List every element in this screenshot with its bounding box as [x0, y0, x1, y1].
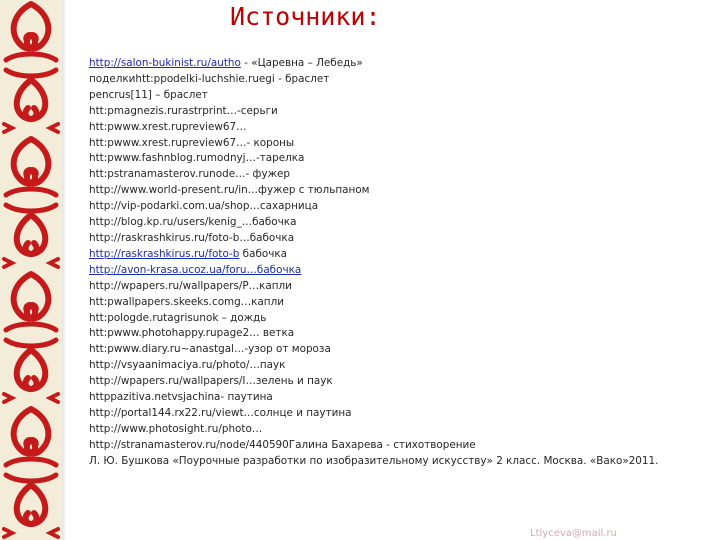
- reference-link[interactable]: http://raskrashkirus.ru/foto-b: [89, 247, 240, 260]
- reference-item: http://vip-podarki.com.ua/shop…сахарница: [89, 200, 319, 213]
- reference-item: htt:pwww.photohappy.rupage2… ветка: [89, 327, 295, 340]
- reference-item: http://wpapers.ru/wallpapers/P…капли: [89, 279, 292, 292]
- reference-item: htt:pstranamasterov.runode…- фужер: [89, 168, 290, 181]
- reference-item: http://portal144.rx22.ru/viewt…солнце и паутина: [89, 406, 352, 419]
- reference-item: http://blog.kp.ru/users/kenig_…бабочка: [89, 216, 297, 229]
- reference-link[interactable]: http://salon-bukinist.ru/autho: [89, 57, 241, 69]
- reference-item: поделкиhtt:ppodelki-luchshie.ruegi - браслет: [89, 72, 330, 85]
- slide-title: Источники:: [230, 2, 381, 31]
- reference-link[interactable]: http://avon-krasa.ucoz.ua/foru…бабочка: [89, 263, 302, 276]
- reference-item: htt:pwww.xrest.rupreview67…: [89, 120, 247, 133]
- reference-item: http://wpapers.ru/wallpapers/I…зелень и паук: [89, 375, 333, 388]
- reference-item: [89, 263, 709, 279]
- reference-item: httppazitiva.netvsjachina- паутина: [89, 391, 273, 404]
- reference-item: http://vsyaanimaciya.ru/photo/…паук: [89, 359, 286, 372]
- footer-email: Ltlyceva@mail.ru: [530, 528, 617, 539]
- reference-item: http://stranamasterov.ru/node/440590Галина Бахарева - стихотворение: [89, 438, 476, 451]
- reference-item: htt:pmagnezis.rurastrprint…-серьги: [89, 104, 278, 117]
- reference-item: Л. Ю. Бушкова «Поурочные разработки по изобразительному искусству» 2 класс. Москва. «Вако»2011.: [89, 454, 659, 467]
- decorative-ornament-border: [0, 0, 62, 540]
- reference-item: htt:pwww.xrest.rupreview67…- короны: [89, 136, 295, 149]
- reference-item: htt:pwww.fashnblog.rumodnyj…-тарелка: [89, 152, 305, 165]
- reference-item: http://www.world-present.ru/in…фужер с тюльпаном: [89, 184, 370, 197]
- reference-item: pencrus[11] – браслет: [89, 88, 208, 101]
- reference-item: htt:pologde.rutagrisunok – дождь: [89, 311, 267, 324]
- reference-item: http://www.photosight.ru/photo…: [89, 422, 263, 435]
- reference-item: htt:pwww.diary.ru~anastgal…-узор от мороза: [89, 343, 331, 356]
- references-list: [89, 56, 709, 470]
- reference-item: htt:pwallpapers.skeeks.comg…капли: [89, 295, 284, 308]
- reference-item: http://raskrashkirus.ru/foto-b…бабочка: [89, 231, 295, 244]
- ornament-shadow: [62, 0, 66, 540]
- reference-item: http://salon-bukinist.ru/autho - «Царевна – Лебедь»: [89, 57, 363, 69]
- reference-item: http://raskrashkirus.ru/foto-b бабочка: [89, 247, 288, 260]
